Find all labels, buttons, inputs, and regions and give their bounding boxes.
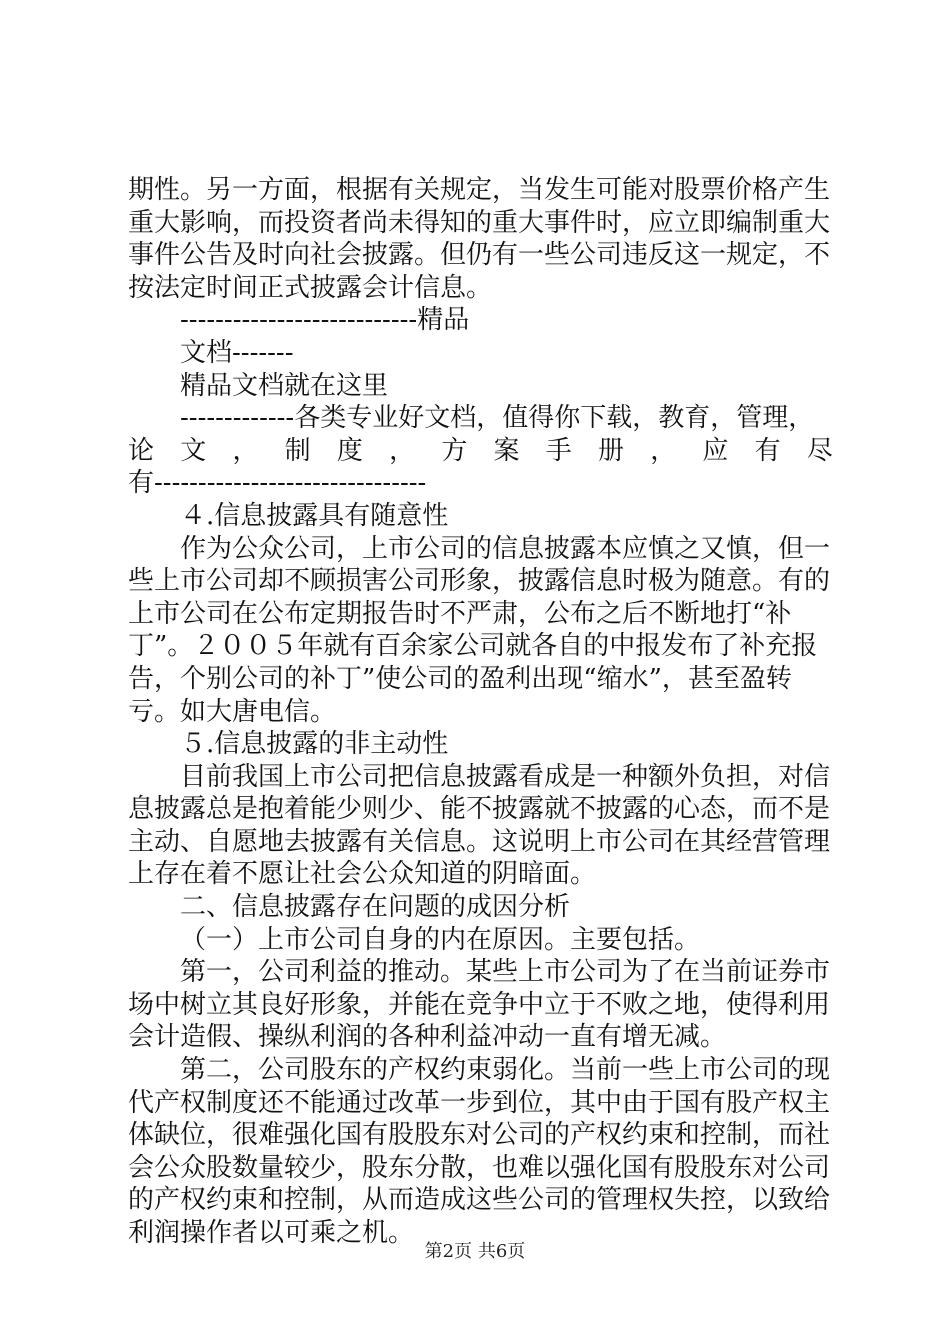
text-line: 作为公众公司，上市公司的信息披露本应慎之又慎，但一 <box>180 533 831 564</box>
subsection-heading: （一）上市公司自身的内在原因。主要包括。 <box>180 924 701 955</box>
spread-char: 手 <box>545 435 572 466</box>
spread-char: ， <box>389 435 416 466</box>
spread-char: 尽 <box>806 435 833 466</box>
text-line: 第一，公司利益的推动。某些上市公司为了在当前证券市 <box>180 957 831 988</box>
text-line: 会公众股数量较少，股东分散，也难以强化国有股股东对公司 <box>128 1152 831 1183</box>
ad-banner-line: 文档------- <box>180 337 294 368</box>
spread-char: 文 <box>180 435 207 466</box>
text-line: 主动、自愿地去披露有关信息。这说明上市公司在其经营管理 <box>128 826 831 857</box>
spread-char: 论 <box>128 435 155 466</box>
text-line: 上存在着不愿让社会公众知道的阴暗面。 <box>128 859 597 890</box>
text-line: 按法定时间正式披露会计信息。 <box>128 272 493 303</box>
page-footer: 第2页 共6页 <box>424 1241 526 1262</box>
spread-char: 方 <box>441 435 468 466</box>
spread-char: ， <box>650 435 677 466</box>
text-line: 亏。如大唐电信。 <box>128 696 337 727</box>
text-line: 丁”。２００５年就有百余家公司就各自的中报发布了补充报 <box>128 631 818 662</box>
document-body <box>128 174 833 1250</box>
spread-char: 度 <box>336 435 363 466</box>
spread-char: 有 <box>754 435 781 466</box>
text-line: 重大影响，而投资者尚未得知的重大事件时，应立即编制重大 <box>128 207 831 238</box>
text-line: 代产权制度还不能通过改革一步到位，其中由于国有股产权主 <box>128 1087 831 1118</box>
ad-banner-line: 有------------------------------- <box>128 468 427 499</box>
text-line: 的产权约束和控制，从而造成这些公司的管理权失控，以致给 <box>128 1185 831 1216</box>
text-line: 第二，公司股东的产权约束弱化。当前一些上市公司的现 <box>180 1055 831 1086</box>
text-line: 体缺位，很难强化国有股股东对公司的产权约束和控制，而社 <box>128 1120 831 1151</box>
spread-char: ， <box>232 435 259 466</box>
spread-char: 册 <box>597 435 624 466</box>
section-heading: ５.信息披露的非主动性 <box>180 729 449 760</box>
ad-banner-line: ---------------------------精品 <box>180 305 470 336</box>
text-line: 期性。另一方面，根据有关规定，当发生可能对股票价格产生 <box>128 175 831 205</box>
ad-banner-line: -------------各类专业好文档，值得你下载，教育，管理， <box>180 403 815 434</box>
section-heading: ４.信息披露具有随意性 <box>180 500 449 531</box>
text-line: 目前我国上市公司把信息披露看成是一种额外负担，对信 <box>180 761 831 792</box>
ad-banner-spread-line <box>128 435 833 468</box>
text-line: 告，个别公司的补丁”使公司的盈利出现“缩水”，甚至盈转 <box>128 663 792 694</box>
spread-char: 案 <box>493 435 520 466</box>
text-line: 事件公告及时向社会披露。但仍有一些公司违反这一规定，不 <box>128 240 831 271</box>
section-heading: 二、信息披露存在问题的成因分析 <box>180 892 571 923</box>
text-line: 会计造假、操纵利润的各种利益冲动一直有增无减。 <box>128 1022 727 1053</box>
text-line: 上市公司在公布定期报告时不严肃，公布之后不断地打“补 <box>128 598 792 629</box>
ad-banner-line: 精品文档就在这里 <box>180 370 389 401</box>
spread-char: 制 <box>284 435 311 466</box>
spread-char: 应 <box>702 435 729 466</box>
text-line: 息披露总是抱着能少则少、能不披露就不披露的心态，而不是 <box>128 794 831 825</box>
text-line: 些上市公司却不顾损害公司形象，披露信息时极为随意。有的 <box>128 566 831 597</box>
text-line: 场中树立其良好形象，并能在竞争中立于不败之地，使得利用 <box>128 989 831 1020</box>
text-line: 利润操作者以可乘之机。 <box>128 1218 415 1248</box>
